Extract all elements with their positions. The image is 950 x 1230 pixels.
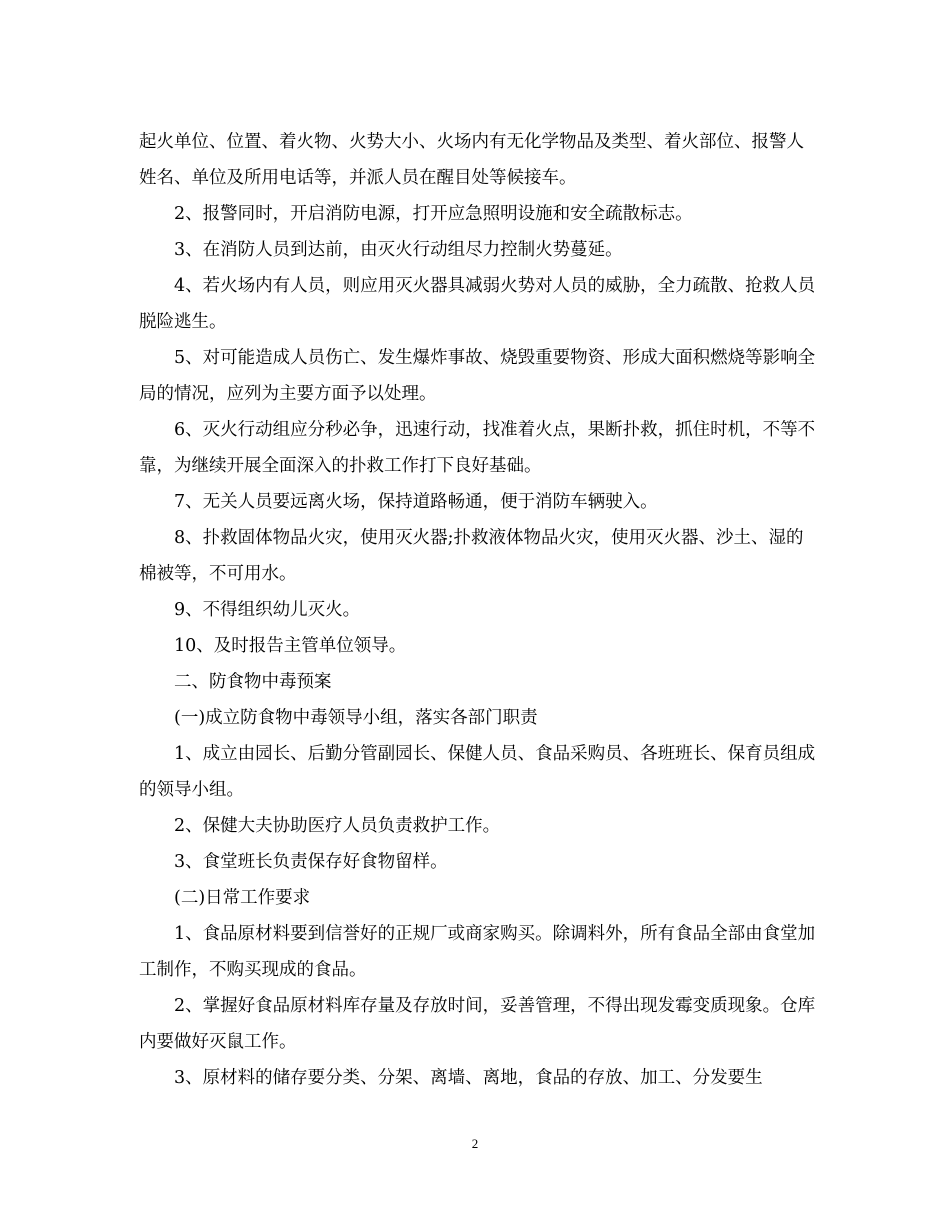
paragraph: 5、对可能造成人员伤亡、发生爆炸事故、烧毁重要物资、形成大面积燃烧等影响全局的情况，应列为主要方面予以处理。 bbox=[139, 348, 816, 404]
paragraph: 2、报警同时，开启消防电源，打开应急照明设施和安全疏散标志。 bbox=[174, 204, 693, 224]
subsection-heading: (二)日常工作要求 bbox=[174, 888, 311, 908]
paragraph: 1、成立由园长、后勤分管副园长、保健人员、食品采购员、各班班长、保育员组成的领导小组。 bbox=[139, 744, 816, 800]
paragraph: 10、及时报告主管单位领导。 bbox=[174, 636, 407, 656]
paragraph: 6、灭火行动组应分秒必争，迅速行动，找准着火点，果断扑救，抓住时机，不等不靠，为继续开展全面深入的扑救工作打下良好基础。 bbox=[139, 420, 816, 476]
paragraph: 8、扑救固体物品火灾，使用灭火器;扑救液体物品火灾，使用灭火器、沙土、湿的棉被等，不可用水。 bbox=[139, 528, 804, 584]
paragraph: 4、若火场内有人员，则应用灭火器具减弱火势对人员的威胁，全力疏散、抢救人员脱险逃生。 bbox=[139, 276, 816, 332]
paragraph: 1、食品原材料要到信誉好的正规厂或商家购买。除调料外，所有食品全部由食堂加工制作，不购买现成的食品。 bbox=[139, 924, 816, 980]
subsection-heading: (一)成立防食物中毒领导小组，落实各部门职责 bbox=[174, 708, 538, 728]
paragraph: 3、在消防人员到达前，由灭火行动组尽力控制火势蔓延。 bbox=[174, 240, 623, 260]
paragraph: 3、食堂班长负责保存好食物留样。 bbox=[174, 852, 448, 872]
paragraph: 起火单位、位置、着火物、火势大小、火场内有无化学物品及类型、着火部位、报警人姓名、单位及所用电话等，并派人员在醒目处等候接车。 bbox=[139, 132, 804, 188]
paragraph: 7、无关人员要远离火场，保持道路畅通，便于消防车辆驶入。 bbox=[174, 492, 658, 512]
paragraph: 2、掌握好食品原材料库存量及存放时间，妥善管理，不得出现发霉变质现象。仓库内要做好灭鼠工作。 bbox=[139, 996, 816, 1052]
page-number: 2 bbox=[471, 1136, 479, 1151]
paragraph: 2、保健大夫协助医疗人员负责救护工作。 bbox=[174, 816, 501, 836]
section-heading: 二、防食物中毒预案 bbox=[174, 672, 332, 692]
paragraph: 9、不得组织幼儿灭火。 bbox=[174, 600, 361, 620]
paragraph: 3、原材料的储存要分类、分架、离墙、离地，食品的存放、加工、分发要生 bbox=[174, 1068, 763, 1088]
document-body bbox=[139, 124, 819, 1096]
